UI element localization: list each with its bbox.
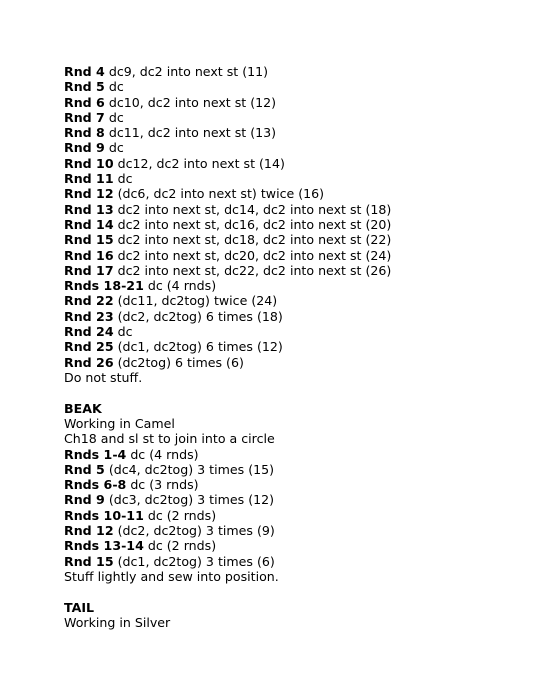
round-instruction: dc10, dc2 into next st (12) (104, 94, 277, 110)
round-instruction: (dc11, dc2tog) twice (24) (113, 293, 278, 309)
round-instruction: dc2 into next st, dc22, dc2 into next st (26) (113, 262, 392, 278)
round-line (64, 263, 524, 278)
round-instruction: dc (104, 79, 124, 95)
round-label: Rnd 5 (64, 461, 105, 477)
round-instruction: dc2 into next st, dc14, dc2 into next st (18) (113, 201, 392, 217)
round-line (64, 293, 524, 308)
round-label: Rnd 15 (64, 232, 114, 248)
round-label: Rnd 22 (64, 293, 114, 309)
round-line (64, 508, 524, 523)
beak-intro-chain: Ch18 and sl st to join into a circle (64, 431, 275, 447)
round-label: Rnds 18-21 (64, 278, 144, 294)
round-label: Rnd 12 (64, 186, 114, 202)
round-label: Rnd 8 (64, 125, 105, 141)
round-line (64, 248, 524, 263)
round-line (64, 202, 524, 217)
round-instruction: dc11, dc2 into next st (13) (104, 125, 277, 141)
round-label: Rnd 17 (64, 262, 114, 278)
round-instruction: dc (104, 140, 124, 156)
round-line (64, 492, 524, 507)
round-instruction: dc (2 rnds) (143, 507, 217, 523)
round-label: Rnd 23 (64, 308, 114, 324)
tail-section (64, 600, 524, 631)
round-line (64, 79, 524, 94)
body-note: Do not stuff. (64, 369, 143, 385)
round-instruction: dc (3 rnds) (126, 477, 199, 493)
round-label: Rnd 9 (64, 492, 105, 508)
round-line (64, 538, 524, 553)
round-label: Rnd 13 (64, 201, 114, 217)
round-line (64, 217, 524, 232)
round-line (64, 554, 524, 569)
round-instruction: (dc2tog) 6 times (6) (113, 354, 244, 370)
round-label: Rnds 10-11 (64, 507, 144, 523)
beak-note: Stuff lightly and sew into position. (64, 568, 279, 584)
beak-intro-color: Working in Camel (64, 415, 175, 431)
round-instruction: dc (4 rnds) (143, 278, 217, 294)
round-line (64, 110, 524, 125)
round-label: Rnds 6-8 (64, 477, 127, 493)
round-instruction: dc9, dc2 into next st (11) (104, 64, 269, 79)
round-line (64, 477, 524, 492)
round-label: Rnd 25 (64, 339, 114, 355)
round-line (64, 447, 524, 462)
round-label: Rnd 4 (64, 64, 105, 79)
round-line (64, 95, 524, 110)
round-label: Rnd 24 (64, 324, 114, 340)
round-instruction: dc (104, 109, 124, 125)
round-line (64, 355, 524, 370)
round-line (64, 140, 524, 155)
round-label: Rnds 13-14 (64, 538, 144, 554)
round-instruction: dc (113, 324, 133, 340)
round-instruction: (dc1, dc2tog) 3 times (6) (113, 553, 275, 569)
round-label: Rnd 7 (64, 109, 105, 125)
round-label: Rnds 1-4 (64, 446, 127, 462)
pattern-page (64, 64, 524, 630)
round-instruction: dc2 into next st, dc20, dc2 into next st (24) (113, 247, 392, 263)
round-line (64, 324, 524, 339)
round-instruction: dc (113, 171, 133, 187)
round-label: Rnd 14 (64, 216, 114, 232)
round-line (64, 462, 524, 477)
round-instruction: dc (4 rnds) (126, 446, 199, 462)
round-line (64, 523, 524, 538)
round-instruction: dc12, dc2 into next st (14) (113, 155, 285, 171)
round-label: Rnd 16 (64, 247, 114, 263)
round-label: Rnd 15 (64, 553, 114, 569)
round-instruction: (dc2, dc2tog) 6 times (18) (113, 308, 283, 324)
body-rounds (64, 64, 524, 385)
round-line (64, 186, 524, 201)
round-line (64, 125, 524, 140)
round-instruction: (dc2, dc2tog) 3 times (9) (113, 523, 275, 538)
round-instruction: (dc3, dc2tog) 3 times (12) (104, 492, 275, 508)
round-label: Rnd 11 (64, 171, 114, 187)
round-instruction: dc2 into next st, dc16, dc2 into next st (20) (113, 216, 392, 232)
round-instruction: (dc6, dc2 into next st) twice (16) (113, 186, 325, 202)
round-label: Rnd 5 (64, 79, 105, 95)
round-instruction: dc (2 rnds) (143, 538, 217, 554)
round-line (64, 156, 524, 171)
round-instruction: (dc1, dc2tog) 6 times (12) (113, 339, 283, 355)
beak-section (64, 401, 524, 585)
round-line (64, 339, 524, 354)
section-heading-tail: TAIL (64, 599, 95, 615)
round-label: Rnd 12 (64, 523, 114, 538)
round-line (64, 232, 524, 247)
tail-intro-color: Working in Silver (64, 614, 171, 630)
round-line (64, 309, 524, 324)
round-label: Rnd 26 (64, 354, 114, 370)
round-line (64, 64, 524, 79)
round-label: Rnd 6 (64, 94, 105, 110)
round-line (64, 278, 524, 293)
round-instruction: dc2 into next st, dc18, dc2 into next st (22) (113, 232, 392, 248)
round-line (64, 171, 524, 186)
round-label: Rnd 10 (64, 155, 114, 171)
section-heading-beak: BEAK (64, 400, 102, 416)
round-label: Rnd 9 (64, 140, 105, 156)
round-instruction: (dc4, dc2tog) 3 times (15) (104, 461, 275, 477)
